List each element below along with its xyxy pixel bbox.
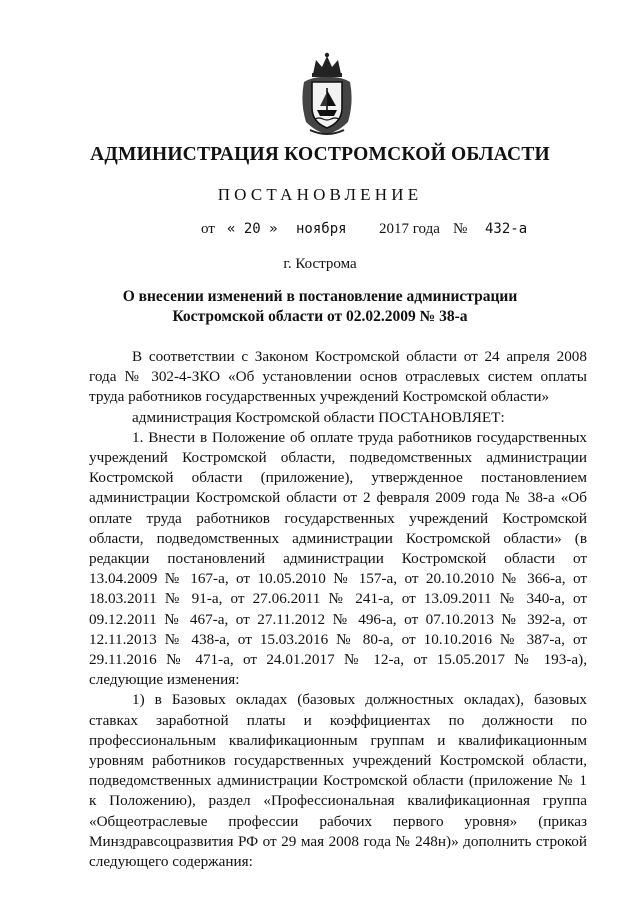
body-paragraph: В соответствии с Законом Костромской области от 24 апреля 2008 года № 302-4-ЗКО «Об установлении основ отраслевых систем оплаты труда работников государственных учреждений Костромской области» (89, 348, 587, 406)
number-sign: № (453, 221, 468, 237)
organization-title: АДМИНИСТРАЦИЯ КОСТРОМСКОЙ ОБЛАСТИ (90, 144, 550, 165)
subject-line-2: Костромской области от 02.02.2009 № 38-а (172, 308, 468, 325)
document-type: ПОСТАНОВЛЕНИЕ (217, 185, 423, 204)
coat-of-arms-icon (296, 52, 358, 136)
document-number: 432-а (485, 221, 528, 237)
body-paragraph: 1. Внести в Положение об оплате труда работников государственных учреждений Костромской области, подведомственных администрации Костромской области (приложение), утвержденное постановлением администрации Костромской области от 2 февраля 2009 года № 38-а «Об оплате труда работников государственных учреждений Костромской области, подведомственных администрации Костромской области» (в редакции постановлений администрации Костромской области от 13.04.2009 № 167-а, от 10.05.2010 № 157-а, от 20.10.2010 № 366-а, от 18.03.2011 № 91-а, от 27.06.2011 № 241-а, от 13.09.2011 № 340-а, от 09.12.2011 № 467-а, от 27.11.2012 № 496-а, от 07.10.2013 № 392-а, от 12.11.2013 № 438-а, от 15.03.2016 № 80-а, от 10.10.2016 № 387-а, от 29.11.2016 № 471-а, от 24.01.2017 № 12-а, от 15.05.2017 № 193-а), следующие изменения: (89, 428, 587, 689)
body-paragraph: администрация Костромской области ПОСТАНОВЛЯЕТ: (132, 408, 505, 426)
date-day: « 20 » (227, 221, 278, 237)
body-paragraph: 1) в Базовых окладах (базовых должностных окладах), базовых ставках заработной платы и коэффициентах по должности по профессиональным квалификационным группам и квалификационным уровням работников государственных учреждений Костромской области, подведомственных администрации Костромской области (приложение № 1 к Положению), раздел «Профессиональная квалификационная группа «Общеотраслевые профессии рабочих первого уровня» (приказ Минздравсоцразвития РФ от 29 мая 2008 года № 248н)» дополнить строкой следующего содержания: (89, 691, 587, 871)
document-body (89, 347, 587, 872)
date-month: ноября (296, 221, 347, 237)
document-subject (0, 287, 640, 327)
city: г. Кострома (283, 256, 357, 272)
date-prefix: от (201, 221, 215, 237)
subject-line-1: О внесении изменений в постановление администрации (122, 288, 518, 305)
date-year: 2017 года (379, 221, 440, 237)
